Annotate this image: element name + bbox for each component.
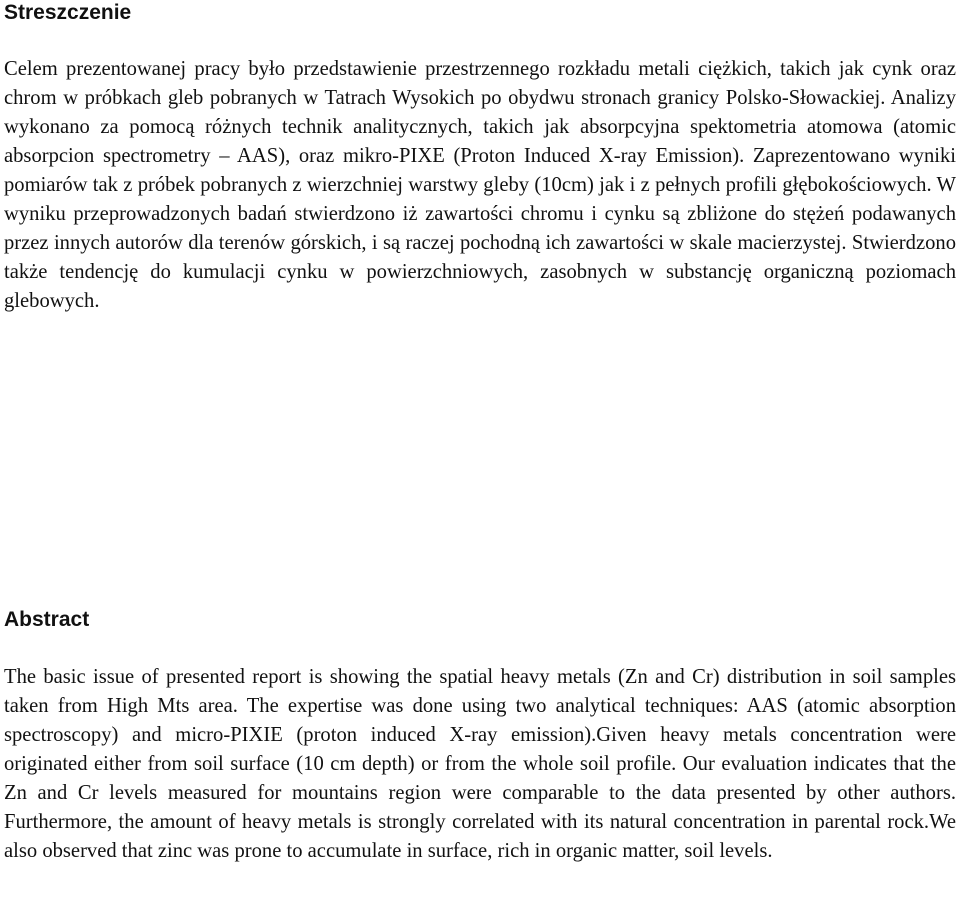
streszczenie-paragraph: Celem prezentowanej pracy było przedstawienie przestrzennego rozkładu metali ciężkich, takich jak cynk oraz chrom w próbkach gleb pobranych w Tatrach Wysokich po obydwu stronach granicy Polsko-Słowackiej. Analizy wykonano za pomocą różnych technik analitycznych, takich jak absorpcyjna spektometria atomowa (atomic absorpcion spectrometry – AAS), oraz mikro-PIXE (Proton Induced X-ray Emission). Zaprezentowano wyniki pomiarów tak z próbek pobranych z wierzchniej warstwy gleby (10cm) jak i z pełnych profili głębokościowych. W wyniku przeprowadzonych badań stwierdzono iż zawartości chromu i cynku są zbliżone do stężeń podawanych przez innych autorów dla terenów górskich, i są raczej pochodną ich zawartości w skale macierzystej. Stwierdzono także tendencję do kumulacji cynku w powierzchniowych, zasobnych w substancję organiczną poziomach glebowych.	[4, 58, 956, 312]
section-heading-abstract: Abstract	[4, 608, 90, 631]
abstract-paragraph: The basic issue of presented report is showing the spatial heavy metals (Zn and Cr) distribution in soil samples taken from High Mts area. The expertise was done using two analytical techniques: AAS (atomic absorption spectroscopy) and micro-PIXIE (proton induced X-ray emission).Given heavy metals concentration were originated either from soil surface (10 cm depth) or from the whole soil profile. Our evaluation indicates that the Zn and Cr levels measured for mountains region were comparable to the data presented by other authors. Furthermore, the amount of heavy metals is strongly correlated with its natural concentration in parental rock.We also observed that zinc was prone to accumulate in surface, rich in organic matter, soil levels.	[4, 666, 956, 862]
section-heading-streszczenie: Streszczenie	[4, 1, 132, 24]
